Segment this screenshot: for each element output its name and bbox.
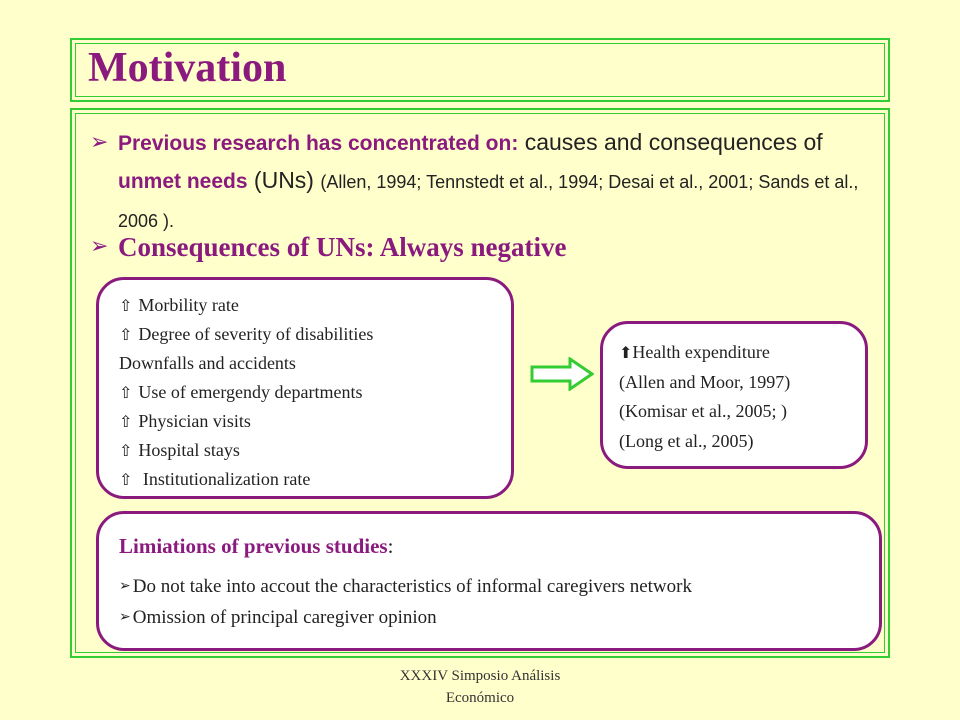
consequences-lead: Consequences of UNs: — [118, 232, 380, 262]
bullet-lead: Previous research has concentrated on: — [118, 132, 519, 155]
bullet-previous-research — [90, 124, 860, 240]
bullet-text — [118, 232, 567, 263]
list-item: ⇧ Institutionalization rate — [119, 469, 311, 489]
bullet-text-b: (UNs) — [247, 167, 321, 193]
footer-line: XXXIV Simposio Análisis — [399, 668, 561, 684]
limitations-box — [96, 511, 882, 651]
bullet-text — [118, 124, 860, 240]
up-arrow-icon: ⬆ — [619, 343, 633, 362]
up-arrow-icon: ⇧ — [119, 441, 133, 460]
up-arrow-icon: ⇧ — [119, 412, 133, 431]
always-negative: Always negative — [379, 232, 567, 262]
health-expenditure-box — [600, 321, 868, 469]
list-item: ⇧ Physician visits — [119, 411, 251, 431]
up-arrow-icon: ⇧ — [119, 296, 133, 315]
list-item: ➢ Omission of principal caregiver opinion — [119, 602, 879, 633]
up-arrow-icon: ⇧ — [119, 325, 133, 344]
reference: (Komisar et al., 2005; ) — [619, 401, 787, 421]
slide-title: Motivation — [88, 45, 287, 91]
reference: (Long et al., 2005) — [619, 430, 754, 451]
list-item: Downfalls and accidents — [119, 353, 296, 373]
bullet-arrow-icon: ➢ — [90, 234, 109, 259]
unmet-needs-highlight: unmet needs — [118, 170, 248, 193]
up-arrow-icon: ⇧ — [119, 470, 133, 489]
footer — [330, 665, 630, 709]
box-heading: ⬆Health expenditure — [619, 342, 770, 362]
list-item: ⇧ Hospital stays — [119, 440, 240, 460]
footer-line: Económico — [445, 690, 515, 706]
bullet-arrow-icon: ➢ — [119, 609, 131, 625]
bullet-arrow-icon: ➢ — [90, 130, 109, 155]
list-item: ➢ Do not take into accout the characteristics of informal caregivers network — [119, 571, 879, 602]
bullet-text-a: causes and consequences of — [518, 129, 823, 155]
right-arrow-icon — [530, 357, 594, 391]
list-item: ⇧ Degree of severity of disabilities — [119, 324, 374, 344]
reference: (Allen and Moor, 1997) — [619, 371, 791, 392]
bullet-arrow-icon: ➢ — [119, 578, 131, 594]
bullet-consequences — [90, 232, 567, 263]
content-frame — [70, 108, 890, 658]
up-arrow-icon: ⇧ — [119, 383, 133, 402]
list-item: ⇧ Use of emergendy departments — [119, 382, 363, 402]
citation: (Allen, 1994; Tennstedt et al., 1994; Desai et al., 2001; Sands et al., 2006 ). — [118, 172, 859, 231]
title-frame — [70, 38, 890, 102]
limitations-title: Limiations of previous studies: — [119, 534, 394, 558]
consequences-box — [96, 277, 514, 499]
list-item: ⇧ Morbility rate — [119, 295, 239, 315]
